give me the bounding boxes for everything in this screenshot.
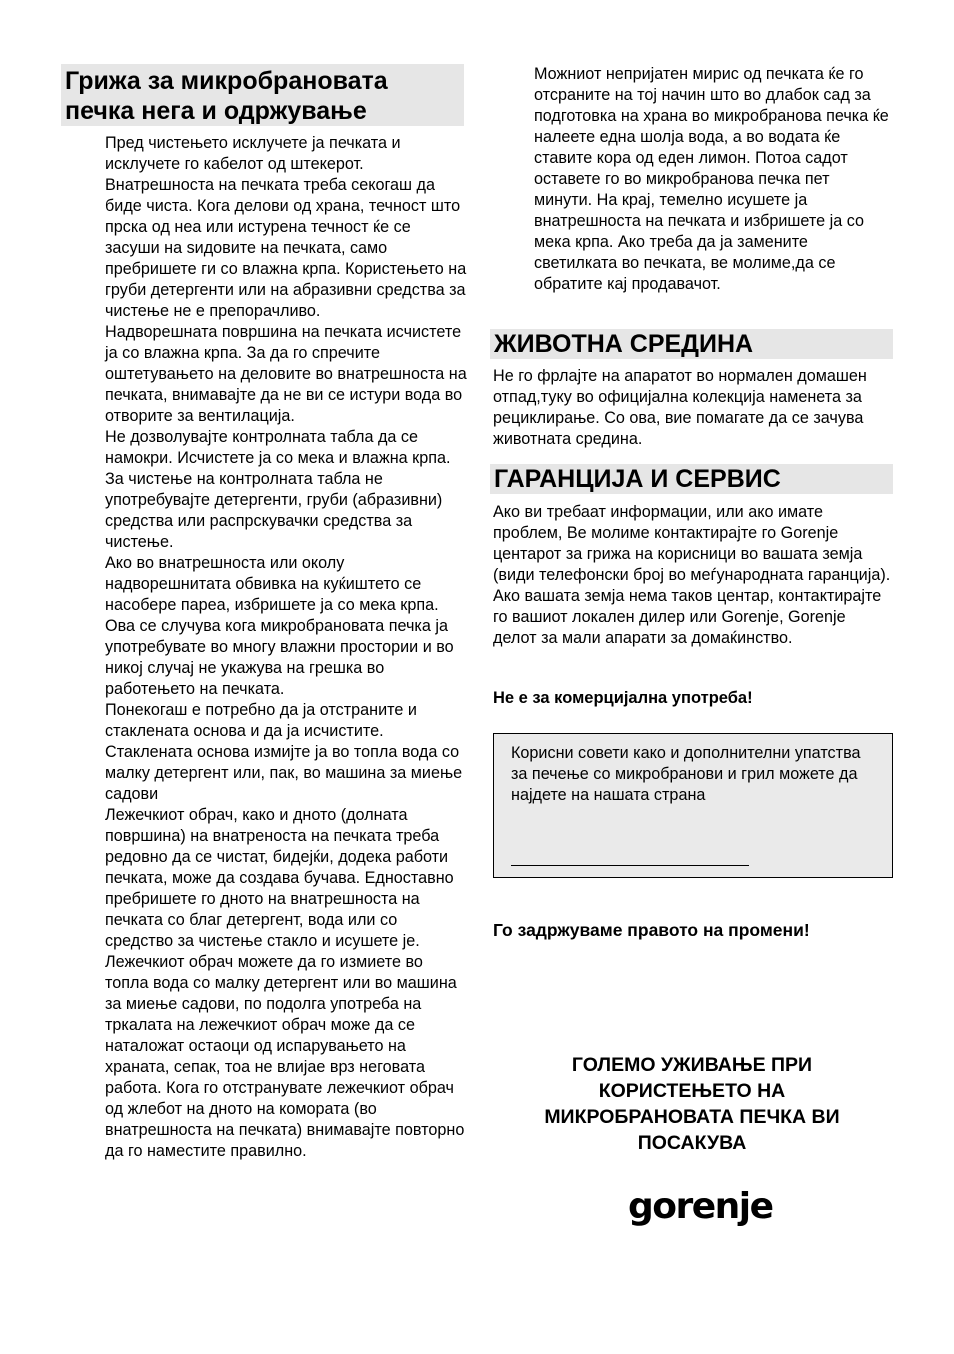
- warranty-text-body: Ако ви требаат информации, или ако имате проблем, Ве молиме контактирајте го Gorenje центарот за грижа на корисници во вашата земја (види телефонски број во меѓународната гаранција). Ако вашата земја нема таков центар, контактирајте го вашиот локален дилер или Gorenje, Gorenje делот за мали апарати за домаќинство.: [493, 503, 891, 647]
- closing-line2: КОРИСТЕЊЕТО НА: [598, 1080, 786, 1102]
- smell-paragraph: [534, 64, 890, 295]
- tips-box-underline: [511, 865, 749, 866]
- closing-line1: ГОЛЕМО УЖИВАЊЕ ПРИ: [571, 1054, 813, 1076]
- not-commercial-notice: Не е за комерцијална употреба!: [493, 689, 753, 707]
- care-paragraph: Пред чистењето исклучете ја печката и исклучете го кабелот од штекерот. Внатрешноста на печката треба секогаш да биде чиста. Кога делови од храна, течност што прска од неа или истурена течност ќе се засуши на ѕидовите на печката, само пребришете ги со влажна крпа. Користењето на груби детергенти или на абразивни средства за чистење не е препорачливо.: [105, 134, 467, 320]
- care-body: [105, 133, 467, 1162]
- tips-box: [493, 733, 893, 878]
- closing-statement: [493, 1052, 891, 1156]
- tips-box-text: Корисни совети како и дополнителни упатства за печење со микробранови и грил можете да најдете на нашата страна: [511, 744, 861, 804]
- care-paragraph: Понекогаш е потребно да ја отстраните и стаклената основа и да ја исчистите. Стаклената основа измијте ја во топла вода со малку детергент или, пак, во машина за миење садови: [105, 701, 463, 803]
- smell-paragraph-text: Можниот непријатен мирис од печката ќе го отсраните на тој начин што во длабок сад за подготовка на храна во микробранова печка ќе налеете една шолја вода, а во водата ќе ставите кора од еден лимон. Потоа садот оставете го во микробранова печка пет минути. На крај, темелно исушете ја внатрешноста на печката и избришете ја со мека крпа. Ако треба да ја замените светилката во печката, ве молиме,да се обратите кај продавачот.: [534, 65, 889, 293]
- care-heading: [61, 64, 464, 126]
- environment-text: [493, 366, 893, 450]
- gorenje-logo: gorenje: [628, 1186, 773, 1227]
- care-heading-line2: печка нега и одржување: [65, 97, 367, 125]
- warranty-heading: ГАРАНЦИЈА И СЕРВИС: [490, 464, 893, 494]
- care-paragraph: Не дозволувајте контролната табла да се намокри. Исчистете ја со мека и влажна крпа. За чистење на контролната табла не употребувајте детергенти, груби (абразивни) средства или распрскувачки средства за чистење.: [105, 428, 451, 551]
- warranty-text: [493, 502, 893, 649]
- closing-line4: ПОСАКУВА: [637, 1132, 747, 1154]
- environment-text-body: Не го фрлајте на апаратот во нормален домашен отпад,туку во официјална колекција наменета за рециклирање. Со ова, вие помагате да се зачува животната средина.: [493, 367, 867, 448]
- care-paragraph: Лежечкиот обрач, како и дното (долната површина) на внатреноста на печката треба редовно да се чистат, бидејќи, додека работи печката, може да создава бучава. Едноставно пребришете го дното на внатрешноста на печката со благ детергент, вода или со средство за чистење стакло и исушете је. Лежечкиот обрач можете да го измиете во топла вода со малку детергент или во машина за миење садови, по подолга употреба на тркалата на лежечкиот обрач може да се наталожат остаоци од испарувањето на храната, сепак, тоа не влијае врз неговата работа. Кога го отстранувате лежечкиот обрач од жлебот на дното на комората (во внатрешноста на печката) внимавајте повторно да го наместите правилно.: [105, 806, 465, 1160]
- environment-heading: ЖИВОТНА СРЕДИНА: [490, 329, 893, 359]
- closing-line3: МИКРОБРАНОВАТА ПЕЧКА ВИ: [544, 1106, 840, 1128]
- reserve-right-notice: Го задржуваме правото на промени!: [493, 920, 810, 940]
- care-paragraph: Ако во внатрешноста или околу надворешнитата обвивка на куќиштето се насобере пареа, избришете ја со мека крпа. Ова се случува кога микробрановата печка ја употребувате во многу влажни простории и во никој случај не укажува на грешка во работењето на печката.: [105, 554, 454, 698]
- care-heading-line1: Грижа за микробрановата: [65, 67, 388, 95]
- care-paragraph: Надворешната површина на печката исчистете ја со влажна крпа. За да го спречите оштетувањето на деловите во внатрешноста на печката, внимавајте да не ви се истури вода во отворите за вентилација.: [105, 323, 467, 425]
